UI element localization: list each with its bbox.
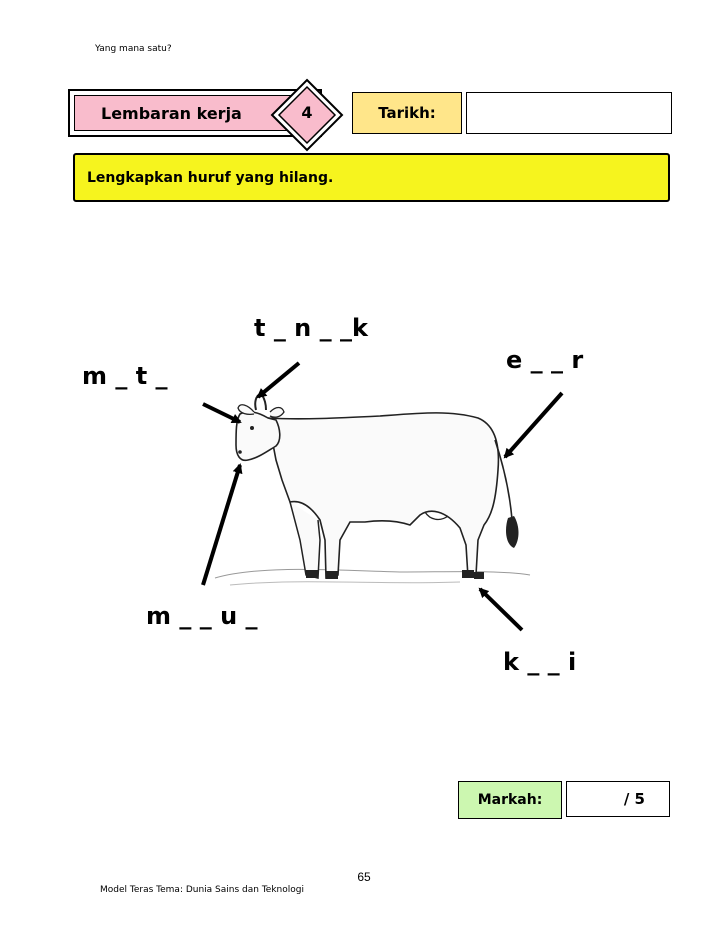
header-text: Yang mana satu? <box>95 44 172 54</box>
arrow-legs <box>480 589 522 630</box>
worksheet-label: Lembaran kerja <box>74 95 316 131</box>
page-number: 65 <box>357 870 371 884</box>
word-legs: k _ _ i <box>503 648 577 676</box>
footer-text: Model Teras Tema: Dunia Sains dan Teknologi <box>100 885 304 895</box>
score-label: Markah: <box>458 781 562 819</box>
arrow-horns <box>258 363 299 397</box>
date-label: Tarikh: <box>352 92 462 134</box>
word-tail: e _ _ r <box>506 346 584 374</box>
word-mouth: m _ _ u _ <box>146 602 258 630</box>
score-field[interactable]: / 5 <box>566 781 670 817</box>
word-eye: m _ t _ <box>82 362 168 390</box>
worksheet-number: 4 <box>301 103 313 122</box>
arrow-mouth <box>203 465 240 585</box>
word-horns: t _ n _ _k <box>254 314 368 342</box>
arrow-eye <box>203 404 240 422</box>
arrow-tail <box>505 393 562 457</box>
instruction-banner: Lengkapkan huruf yang hilang. <box>73 153 670 202</box>
